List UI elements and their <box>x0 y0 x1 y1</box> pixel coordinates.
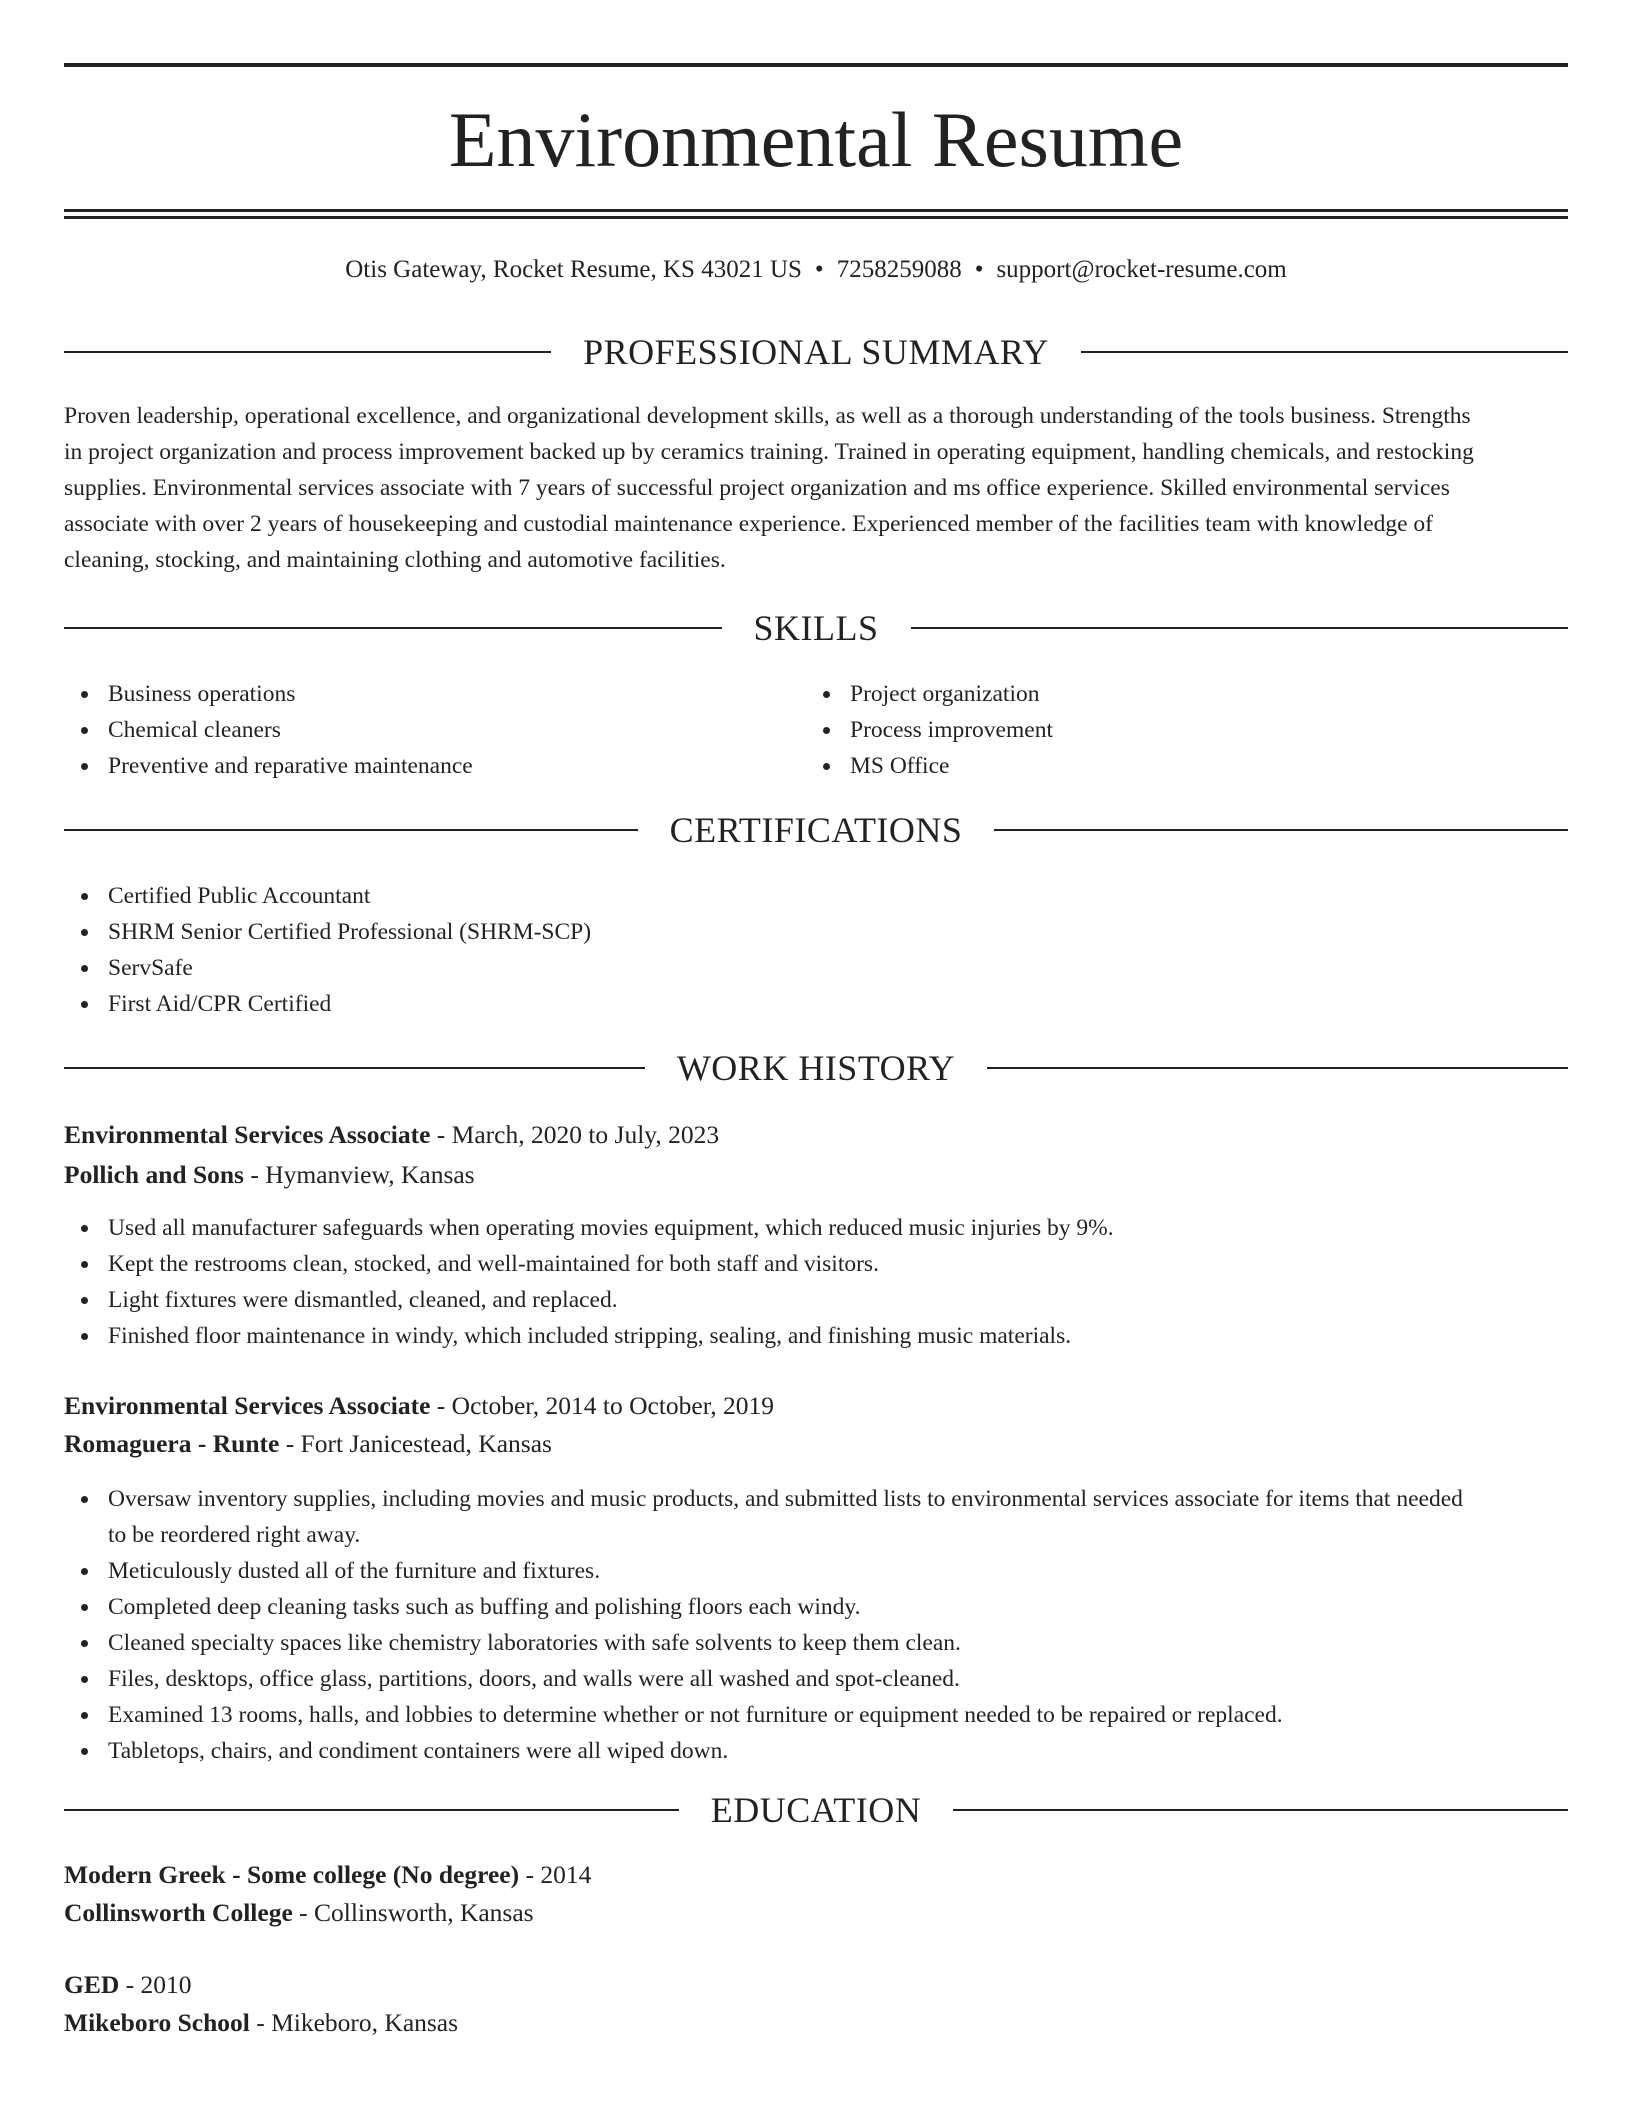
summary-line: supplies. Environmental services associate with 7 years of successful project organization and ms office experience. Skilled environmental services <box>64 475 1450 501</box>
contact-address: Otis Gateway, Rocket Resume, KS 43021 US <box>345 256 802 283</box>
section-title: CERTIFICATIONS <box>669 810 963 850</box>
job-location: - Fort Janicestead, Kansas <box>279 1429 552 1458</box>
skill-item: Process improvement <box>806 712 1506 748</box>
education-degree-line <box>64 1857 1568 1893</box>
section-rule <box>994 829 1568 831</box>
job-title-line <box>64 1117 1568 1153</box>
education-school: Mikeboro School <box>64 2008 250 2037</box>
job-bullet: Files, desktops, office glass, partitions, doors, and walls were all washed and spot-cleaned. <box>64 1661 1568 1697</box>
section-rule <box>64 1067 645 1069</box>
job-company: Romaguera - Runte <box>64 1429 280 1458</box>
job-dates: - March, 2020 to July, 2023 <box>430 1120 720 1149</box>
job-title-line <box>64 1388 1568 1424</box>
section-rule <box>64 1809 679 1811</box>
section-rule <box>64 351 551 353</box>
section-header-skills <box>64 606 1568 650</box>
section-header-education <box>64 1788 1568 1832</box>
skill-item: Business operations <box>64 676 764 712</box>
skills-list-right <box>806 676 1506 784</box>
education-location: - Mikeboro, Kansas <box>249 2008 459 2037</box>
education-school-line <box>64 1895 1568 1931</box>
certification-item: SHRM Senior Certified Professional (SHRM-SCP) <box>64 914 1564 950</box>
title-rule-lower <box>64 216 1568 219</box>
job-bullet-continuation <box>64 1517 1568 1553</box>
section-title: WORK HISTORY <box>676 1048 956 1088</box>
job-bullets <box>64 1210 1568 1354</box>
title-rule-upper <box>64 209 1568 212</box>
job-dates: - October, 2014 to October, 2019 <box>430 1391 774 1420</box>
education-year: - 2010 <box>119 1970 192 1999</box>
section-rule <box>1081 351 1568 353</box>
job-location: - Hymanview, Kansas <box>243 1160 475 1189</box>
job-company-line <box>64 1426 1568 1462</box>
job-bullets <box>64 1481 1568 1769</box>
summary-line: Proven leadership, operational excellence, and organizational development skills, as well as a thorough understanding of the tools business. Strengths <box>64 403 1471 429</box>
job-company-line <box>64 1157 1568 1193</box>
education-degree-line <box>64 1967 1568 2003</box>
section-rule <box>953 1809 1568 1811</box>
certification-item: First Aid/CPR Certified <box>64 986 1564 1022</box>
job-bullet-continuation-text: to be reordered right away. <box>108 1522 361 1548</box>
summary-text <box>64 398 1568 578</box>
summary-line: cleaning, stocking, and maintaining clothing and automotive facilities. <box>64 547 726 573</box>
education-year: - 2014 <box>519 1860 592 1889</box>
top-rule <box>64 63 1568 67</box>
section-title: EDUCATION <box>710 1790 922 1830</box>
job-bullet: Completed deep cleaning tasks such as buffing and polishing floors each windy. <box>64 1589 1568 1625</box>
skill-item: Preventive and reparative maintenance <box>64 748 764 784</box>
section-rule <box>64 627 722 629</box>
job-bullet: Cleaned specialty spaces like chemistry laboratories with safe solvents to keep them clean. <box>64 1625 1568 1661</box>
section-header-work-history <box>64 1046 1568 1090</box>
job-bullet: Examined 13 rooms, halls, and lobbies to determine whether or not furniture or equipment needed to be repaired or replaced. <box>64 1697 1568 1733</box>
resume-title: Environmental Resume <box>448 96 1184 183</box>
skill-item: Project organization <box>806 676 1506 712</box>
job-bullet: Used all manufacturer safeguards when operating movies equipment, which reduced music injuries by 9%. <box>64 1210 1568 1246</box>
section-title: SKILLS <box>753 608 879 648</box>
section-rule <box>64 829 638 831</box>
summary-line: associate with over 2 years of housekeeping and custodial maintenance experience. Experienced member of the facilities team with knowledge of <box>64 511 1434 537</box>
contact-phone: 7258259088 <box>836 256 962 283</box>
job-title: Environmental Services Associate <box>64 1120 431 1149</box>
section-header-certifications <box>64 808 1568 852</box>
section-rule <box>911 627 1569 629</box>
skills-list-left <box>64 676 764 784</box>
job-bullet: Kept the restrooms clean, stocked, and well-maintained for both staff and visitors. <box>64 1246 1568 1282</box>
contact-line <box>64 254 1568 286</box>
job-company: Pollich and Sons <box>64 1160 244 1189</box>
section-header-summary <box>64 330 1568 374</box>
job-bullet: Finished floor maintenance in windy, which included stripping, sealing, and finishing music materials. <box>64 1318 1568 1354</box>
job-bullet: Meticulously dusted all of the furniture and fixtures. <box>64 1553 1568 1589</box>
certification-item: Certified Public Accountant <box>64 878 1564 914</box>
job-bullet: Light fixtures were dismantled, cleaned, and replaced. <box>64 1282 1568 1318</box>
section-rule <box>987 1067 1568 1069</box>
job-bullet: Oversaw inventory supplies, including movies and music products, and submitted lists to environmental services associate for items that needed <box>64 1481 1568 1517</box>
summary-line: in project organization and process improvement backed up by ceramics training. Trained in operating equipment, handling chemicals, and restocking <box>64 439 1474 465</box>
job-bullet: Tabletops, chairs, and condiment containers were all wiped down. <box>64 1733 1568 1769</box>
education-school: Collinsworth College <box>64 1898 293 1927</box>
education-degree: Modern Greek - Some college (No degree) <box>64 1860 520 1889</box>
education-location: - Collinsworth, Kansas <box>292 1898 534 1927</box>
certification-item: ServSafe <box>64 950 1564 986</box>
skill-item: MS Office <box>806 748 1506 784</box>
education-school-line <box>64 2005 1568 2041</box>
skill-item: Chemical cleaners <box>64 712 764 748</box>
job-title: Environmental Services Associate <box>64 1391 431 1420</box>
contact-separator: • <box>814 256 824 283</box>
section-title: PROFESSIONAL SUMMARY <box>583 332 1049 372</box>
certifications-list <box>64 878 1564 1022</box>
contact-separator: • <box>974 256 984 283</box>
contact-email: support@rocket-resume.com <box>996 256 1287 283</box>
education-degree: GED <box>64 1970 120 1999</box>
